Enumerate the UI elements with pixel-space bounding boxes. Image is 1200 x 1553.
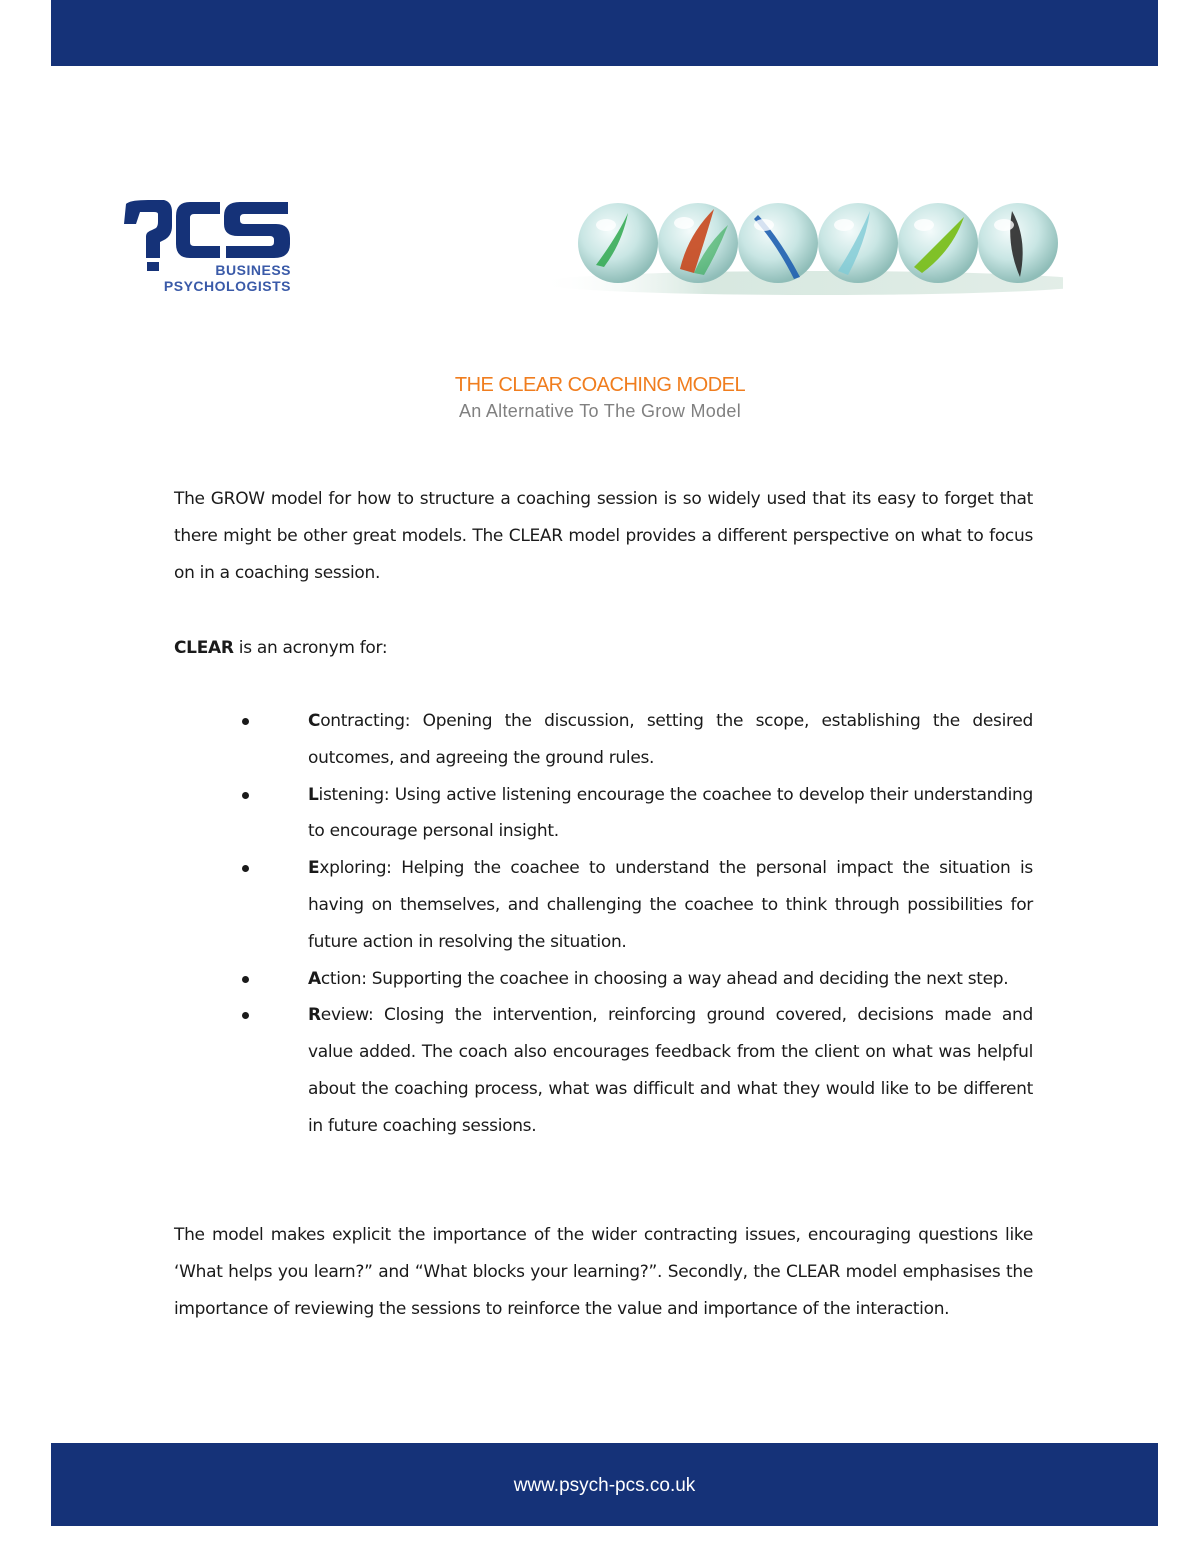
clear-list: [174, 703, 1033, 1145]
bullet-icon: [242, 718, 249, 725]
list-item-letter: C: [308, 711, 321, 731]
list-item-text: xploring: Helping the coachee to understand the personal impact the situation is having on themselves, and challenging the coachee to think through possibilities for future action in resolving the situation.: [308, 858, 1033, 952]
list-item-text: eview: Closing the intervention, reinforcing ground covered, decisions made and value added. The coach also encourages feedback from the client on what was helpful about the coaching process, what was difficult and what they would like to be different in future coaching sessions.: [308, 1005, 1033, 1136]
bullet-icon: [242, 1012, 249, 1019]
marble-5: [898, 203, 978, 283]
page-subtitle: An Alternative To The Grow Model: [458, 401, 742, 421]
acronym-intro-rest: is an acronym for:: [233, 638, 388, 658]
list-item-letter: R: [308, 1005, 321, 1026]
list-item: [174, 777, 1033, 851]
logo-psychologists-text: PSYCHOLOGISTS: [163, 278, 291, 294]
page-title: THE CLEAR COACHING MODEL: [454, 374, 746, 396]
list-item-text: ontracting: Opening the discussion, setting the scope, establishing the desired outcomes, and agreeing the ground rules.: [308, 711, 1033, 768]
logo-business-text: BUSINESS: [215, 262, 291, 278]
marble-2: [658, 203, 738, 283]
marble-3: [738, 203, 818, 283]
bullet-icon: [242, 865, 249, 872]
list-item-letter: L: [308, 784, 319, 805]
intro-paragraph: The GROW model for how to structure a coaching session is so widely used that its easy to forget that there might be other great models. The CLEAR model provides a different perspective on what to focus on in a coaching session.: [174, 489, 1033, 583]
list-item: [174, 703, 1033, 777]
footer-bar: [51, 1443, 1158, 1526]
list-item: [174, 997, 1033, 1144]
marble-1: [578, 203, 658, 283]
conclusion-paragraph: The model makes explicit the importance of the wider contracting issues, encouraging questions like ‘What helps you learn?” and “What blocks your learning?”. Secondly, the CLEAR model emphasises the importance of reviewing the sessions to reinforce the value and importance of the interaction.: [174, 1225, 1033, 1319]
acronym-intro: [174, 630, 1033, 667]
list-item-letter: A: [308, 968, 321, 989]
bullet-icon: [242, 792, 249, 799]
marble-4: [818, 203, 898, 283]
list-item-letter: E: [308, 858, 320, 879]
list-item: [174, 850, 1033, 960]
pcs-logo: [120, 196, 295, 300]
acronym-word: CLEAR: [174, 638, 234, 658]
list-item-text: ction: Supporting the coachee in choosing a way ahead and deciding the next step.: [320, 968, 1009, 989]
title-block: [0, 372, 1200, 424]
header-bar: [51, 0, 1158, 66]
list-item: [174, 961, 1033, 998]
footer-url-link[interactable]: www.psych-pcs.co.uk: [513, 1475, 696, 1496]
marble-6: [978, 203, 1058, 283]
marbles-illustration: [518, 195, 1063, 305]
bullet-icon: [242, 976, 249, 983]
list-item-text: istening: Using active listening encourage the coachee to develop their understanding to encourage personal insight.: [308, 784, 1033, 842]
